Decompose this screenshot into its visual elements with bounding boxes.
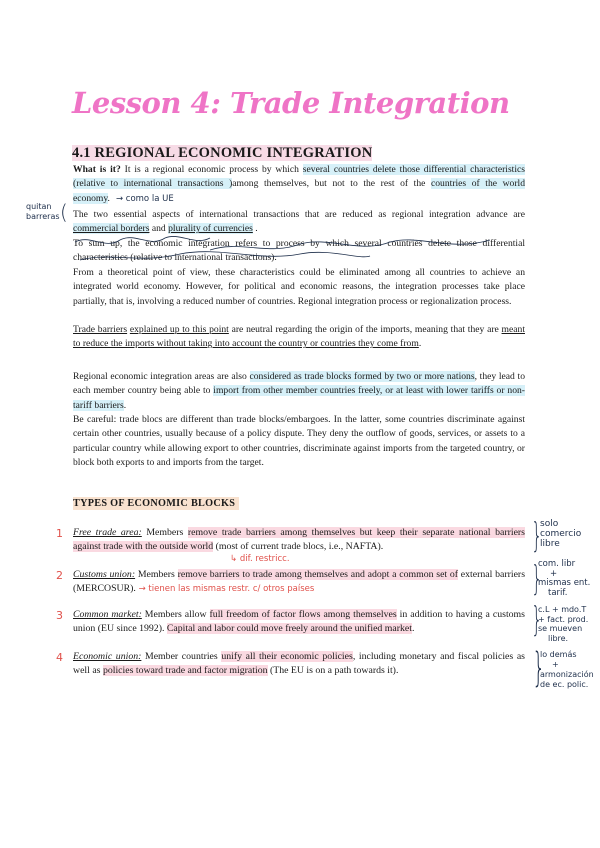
type-customs-union: Customs union: Members remove barriers to trade among themselves and adopt a common set of external barriers (MERCOSUR). → tienen las mismas restr. c/ otros países <box>73 569 526 594</box>
side-note-common-market: c.L + mdo.T + fact. prod. se mueven libre. <box>538 605 589 643</box>
brace-icon: } <box>531 516 543 556</box>
brace-icon: } <box>531 600 543 640</box>
paragraph-trade-barriers: Trade barriers explained up to this point are neutral regarding the origin of the imports, meaning that they are meant to reduce the imports without taking into account the country or countries they come from. <box>73 324 525 350</box>
type-number: 4 <box>56 651 63 664</box>
paragraph-what-is-it: What is it? It is a regional economic process by which several countries delete those differential characteristics (relative to international transactions )among themselves, but not to the rest of the countries of the world economy. → como la UE <box>73 164 525 204</box>
side-note-free-trade: solo comercio libre <box>540 519 582 549</box>
type-number: 1 <box>56 527 63 540</box>
brace-icon: } <box>531 559 543 599</box>
brace-icon: } <box>532 645 546 691</box>
paragraph-essential-aspects: The two essential aspects of international transactions that are reduced as regional integration advance are commercial borders and plurality of currencies . <box>73 209 525 235</box>
handwritten-note: ↳ dif. restricc. <box>230 554 290 564</box>
paragraph-theoretical: From a theoretical point of view, these characteristics could be eliminated among all countries to achieve an integrated world economy. However, for political and economic reasons, the integration processes take place partially, that is, involving a reduced number of countries. Regional integration process or regionalization process. <box>73 267 525 307</box>
page-title: Lesson 4: Trade Integration <box>72 86 510 120</box>
type-free-trade-area: Free trade area: Members remove trade barriers among themselves but keep their separate national barriers against trade with the outside world (most of current trade blocs, i.e., NAFTA). <box>73 527 525 552</box>
margin-brace-icon: ( <box>60 200 68 224</box>
type-economic-union: Economic union: Member countries unify all their economic policies, including monetary and fiscal policies as well as policies toward trade and factor migration (The EU is on a path towards it). <box>73 651 525 676</box>
paragraph-regional-areas: Regional economic integration areas are also considered as trade blocks formed by two or more nations, they lead to each member country being able to import from other member countries freely, or at least with lower tariffs or non-tariff barriers. <box>73 371 526 411</box>
type-number: 2 <box>56 569 63 582</box>
margin-note: quitan barreras <box>26 202 60 221</box>
types-heading: TYPES OF ECONOMIC BLOCKS <box>73 498 239 509</box>
scribble-icon <box>70 232 530 266</box>
side-note-economic-union: lo demás + armonización de ec. polic. <box>540 650 594 689</box>
paragraph-be-careful: Be careful: trade blocs are different than trade blocks/embargoes. In the latter, some countries discriminate against certain other countries, usually because of a policy dispute. They deny the outflow of goods, services, or assets to a particular country while allowing export to other countries, discriminate against imports from the targeted country, or block both exports to and imports from the target. <box>73 414 525 468</box>
side-note-customs: com. libr + mismas ent. tarif. <box>538 559 591 598</box>
type-number: 3 <box>56 609 63 622</box>
section-heading: 4.1 REGIONAL ECONOMIC INTEGRATION <box>72 145 373 161</box>
paragraph-sum-up: To sum up, the economic integration refers to process by which several countries delete those differential characteristics (relative to international transactions). <box>73 238 525 264</box>
type-common-market: Common market: Members allow full freedom of factor flows among themselves in addition to having a customs union (EU since 1992). Capital and labor could move freely around the unified market. <box>73 609 525 634</box>
